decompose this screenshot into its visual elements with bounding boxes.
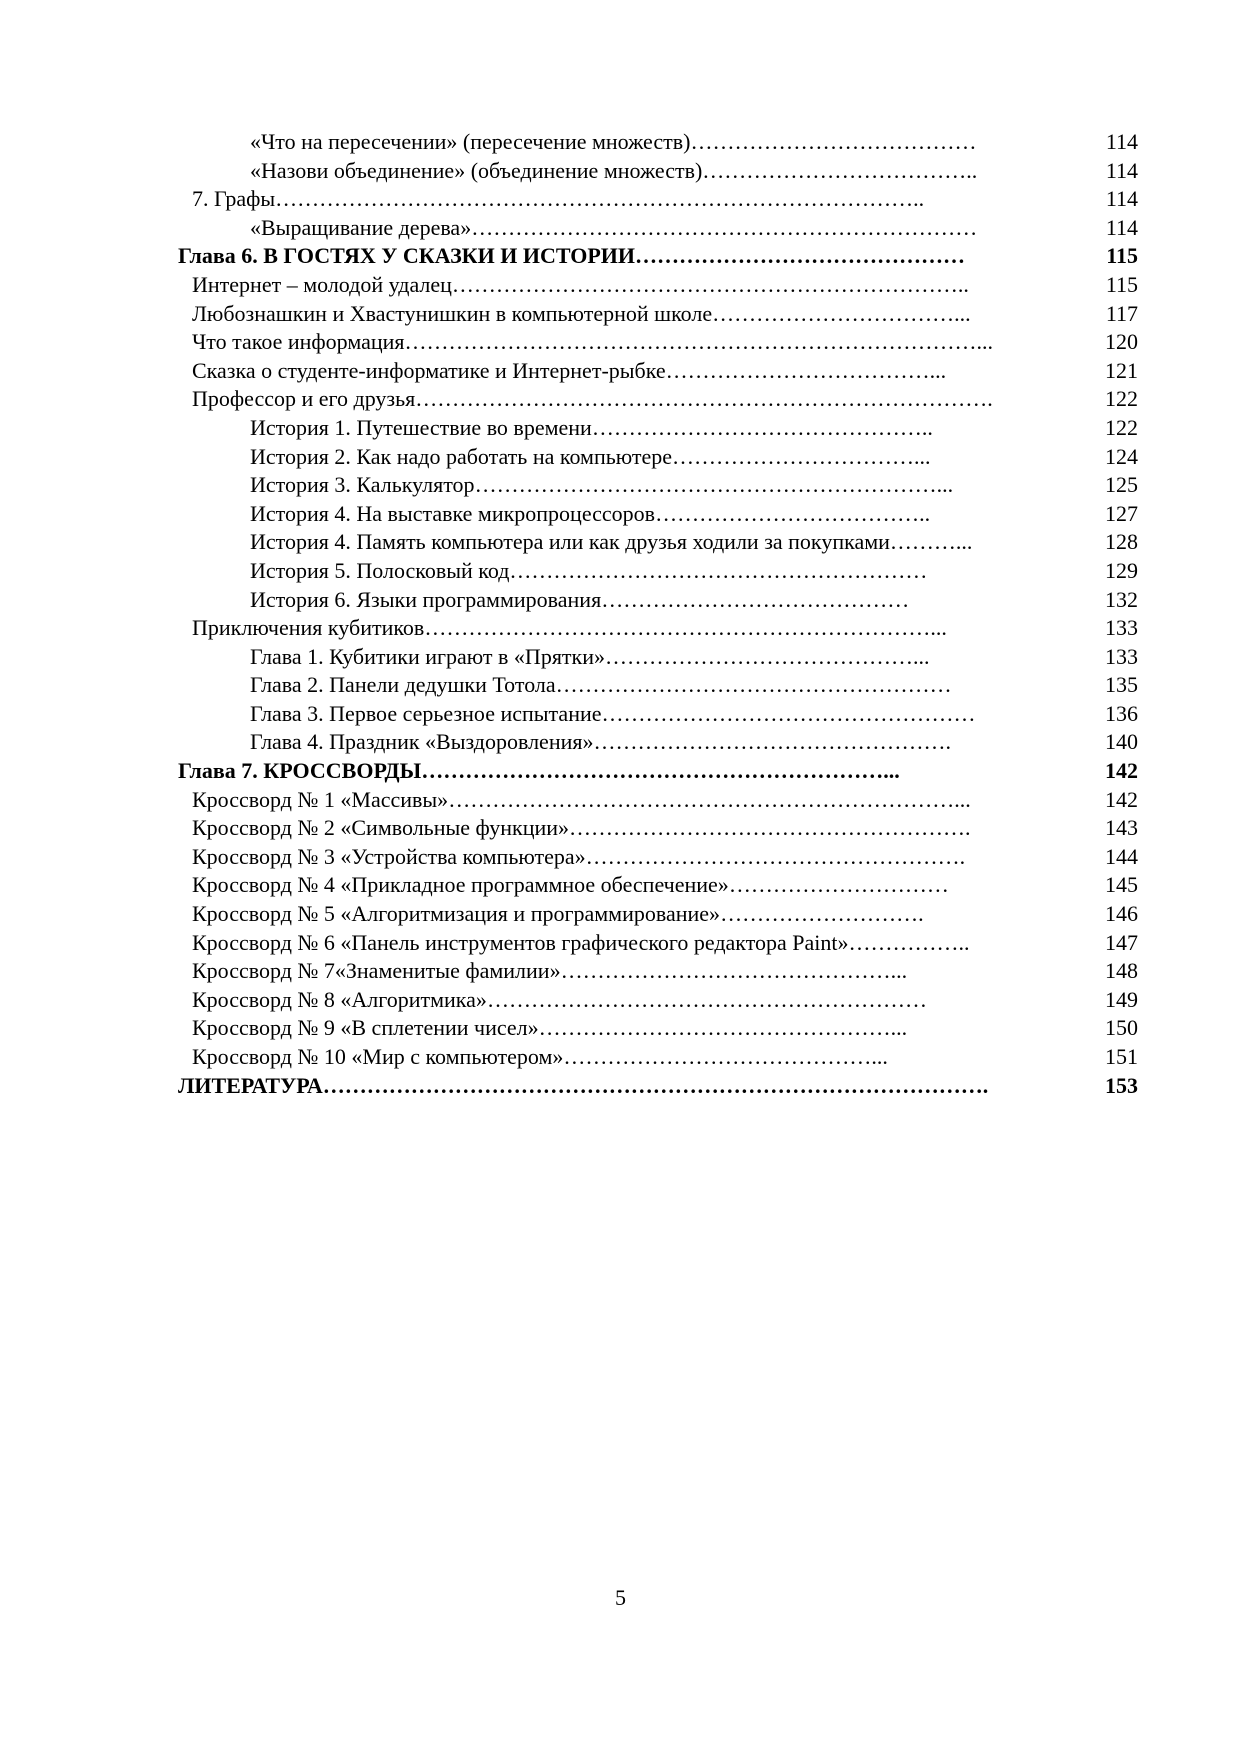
toc-page-number: 136 bbox=[1105, 700, 1138, 726]
toc-entry-title: История 5. Полосковый код bbox=[250, 557, 510, 583]
toc-entry-title: История 4. На выставке микропроцессоров bbox=[250, 500, 656, 526]
toc-page-number: 122 bbox=[1105, 386, 1138, 412]
toc-entry bbox=[178, 271, 1138, 300]
toc-entry-title: Кроссворд № 9 «В сплетении чисел» bbox=[192, 1015, 539, 1041]
toc-entry-title: 7. Графы bbox=[192, 186, 276, 212]
toc-page-number: 147 bbox=[1105, 929, 1138, 955]
toc-entry-text bbox=[250, 671, 1078, 700]
toc-entry-title: Сказка о студенте-информатике и Интернет-рыбке bbox=[192, 357, 666, 383]
toc-entry-title: Кроссворд № 7«Знаменитые фамилии» bbox=[192, 958, 561, 984]
toc-page-number: 121 bbox=[1105, 357, 1138, 383]
toc-entry bbox=[178, 1072, 1138, 1101]
toc-entry-title: Кроссворд № 5 «Алгоритмизация и программирование» bbox=[192, 901, 721, 927]
toc-page-number: 117 bbox=[1105, 300, 1138, 326]
toc-leader-dots: ……………………………………… bbox=[635, 243, 966, 269]
toc-entry-title: Кроссворд № 10 «Мир с компьютером» bbox=[192, 1044, 564, 1069]
toc-entry-title: Интернет – молодой удалец bbox=[192, 271, 452, 297]
toc-entry bbox=[178, 986, 1138, 1015]
toc-leader-dots: ……………………………………………………………………. bbox=[415, 386, 993, 412]
toc-entry-text bbox=[192, 1014, 1078, 1043]
toc-entry-text bbox=[250, 214, 1078, 243]
toc-entry-title: Глава 1. Кубитики играют в «Прятки» bbox=[250, 643, 606, 669]
toc-entry-text bbox=[192, 900, 1078, 929]
toc-entry bbox=[178, 957, 1138, 986]
toc-entry-text bbox=[250, 728, 1078, 757]
toc-leader-dots: ………………………………………... bbox=[560, 958, 908, 984]
toc-entry-title: Кроссворд № 6 «Панель инструментов графического редактора Paint» bbox=[192, 929, 849, 955]
toc-entry bbox=[178, 471, 1138, 500]
toc-entry-title: История 3. Калькулятор bbox=[250, 472, 475, 498]
toc-leader-dots: ……………………………………... bbox=[563, 1044, 888, 1069]
toc-leader-dots: …………………………………………………………………………….. bbox=[275, 186, 925, 212]
toc-entry-text bbox=[192, 814, 1078, 843]
toc-entry bbox=[178, 300, 1138, 329]
toc-leader-dots: ………………………………… bbox=[690, 129, 977, 154]
toc-entry bbox=[178, 414, 1138, 443]
toc-entry-title: Любознашкин и Хвастунишкин в компьютерной школе bbox=[192, 300, 713, 326]
toc-leader-dots: ……………………………….. bbox=[655, 500, 931, 526]
toc-entry bbox=[178, 786, 1138, 815]
toc-page-number: 150 bbox=[1105, 1015, 1138, 1041]
toc-entry-text bbox=[250, 500, 1078, 529]
toc-entry bbox=[178, 643, 1138, 672]
toc-leader-dots: ……………………………….. bbox=[702, 157, 978, 183]
toc-page-number: 115 bbox=[1105, 271, 1138, 297]
toc-entry bbox=[178, 614, 1138, 643]
toc-entry-text bbox=[192, 786, 1078, 815]
toc-leader-dots: ………... bbox=[889, 529, 973, 555]
toc-entry-title: Глава 2. Панели дедушки Тотола bbox=[250, 672, 556, 698]
toc-page-number: 144 bbox=[1105, 843, 1138, 869]
toc-entry-text bbox=[178, 757, 1078, 786]
toc-page-number: 129 bbox=[1105, 557, 1138, 583]
toc-page-number: 142 bbox=[1105, 786, 1138, 812]
toc-entry-text bbox=[192, 614, 1078, 643]
toc-page-number: 133 bbox=[1105, 643, 1138, 669]
toc-leader-dots: ……………………………... bbox=[672, 443, 931, 469]
toc-leader-dots: ………………………… bbox=[728, 872, 949, 898]
toc-entry-title: Профессор и его друзья bbox=[192, 386, 416, 412]
toc-page-number: 114 bbox=[1105, 214, 1138, 240]
toc-entry-text bbox=[192, 385, 1078, 414]
toc-leader-dots: …………….. bbox=[848, 929, 970, 955]
toc-entry bbox=[178, 728, 1138, 757]
toc-page-number: 148 bbox=[1105, 958, 1138, 984]
toc-entry bbox=[178, 128, 1138, 157]
toc-entry-text bbox=[192, 300, 1078, 329]
toc-entry bbox=[178, 557, 1138, 586]
toc-leader-dots: …………………………………… bbox=[601, 586, 910, 612]
toc-page-number: 120 bbox=[1105, 329, 1138, 355]
toc-entry bbox=[178, 357, 1138, 386]
toc-entry bbox=[178, 871, 1138, 900]
toc-leader-dots: …………………………………………………………… bbox=[471, 214, 978, 240]
toc-entry bbox=[178, 671, 1138, 700]
toc-page-number: 125 bbox=[1105, 472, 1138, 498]
toc-entry-title: История 1. Путешествие во времени bbox=[250, 414, 592, 440]
toc-entry-title: История 6. Языки программирования bbox=[250, 586, 602, 612]
toc-entry bbox=[178, 900, 1138, 929]
toc-entry-title: Кроссворд № 8 «Алгоритмика» bbox=[192, 986, 487, 1012]
toc-entry-title: «Выращивание дерева» bbox=[250, 214, 472, 240]
toc-entry bbox=[178, 1043, 1138, 1072]
toc-leader-dots: ……………………………………………………………... bbox=[424, 615, 947, 641]
toc-entry-text bbox=[192, 185, 1078, 214]
toc-leader-dots: ………………………………………………………... bbox=[421, 758, 900, 784]
toc-leader-dots: ……………………………………………. bbox=[585, 843, 966, 869]
toc-leader-dots: …………………………………………... bbox=[538, 1015, 908, 1041]
toc-entry-title: Что такое информация bbox=[192, 329, 405, 355]
toc-entry-text bbox=[250, 128, 1078, 157]
toc-entry-text bbox=[192, 843, 1078, 872]
toc-entry-text bbox=[178, 1072, 1078, 1101]
toc-page-number: 132 bbox=[1105, 586, 1138, 612]
toc-entry-title: Глава 3. Первое серьезное испытание bbox=[250, 700, 602, 726]
toc-entry-title: История 2. Как надо работать на компьютере bbox=[250, 443, 673, 469]
toc-entry-title: ЛИТЕРАТУРА bbox=[178, 1072, 323, 1098]
toc-entry-text bbox=[250, 157, 1078, 186]
toc-entry-text bbox=[250, 557, 1078, 586]
toc-leader-dots: …………………………………………. bbox=[593, 729, 951, 755]
toc-page-number: 115 bbox=[1106, 243, 1138, 269]
toc-entry-title: Глава 4. Праздник «Выздоровления» bbox=[250, 729, 594, 755]
toc-entry bbox=[178, 528, 1138, 557]
toc-page-number: 151 bbox=[1105, 1044, 1138, 1069]
toc-entry-text bbox=[250, 700, 1078, 729]
toc-entry-text bbox=[192, 328, 1078, 357]
toc-leader-dots: ………………………………... bbox=[665, 357, 947, 383]
toc-entry-text bbox=[250, 471, 1078, 500]
toc-entry bbox=[178, 157, 1138, 186]
toc-entry-text bbox=[250, 586, 1078, 615]
toc-leader-dots: ……………………………………………………………………... bbox=[404, 329, 994, 355]
toc-entry-text bbox=[192, 871, 1078, 900]
toc-entry bbox=[178, 814, 1138, 843]
toc-page-number: 114 bbox=[1105, 157, 1138, 183]
toc-leader-dots: ……………………………………... bbox=[605, 643, 930, 669]
toc-entry bbox=[178, 328, 1138, 357]
toc-entry-title: Глава 7. КРОССВОРДЫ bbox=[178, 758, 422, 784]
toc-entry-title: «Назови объединение» (объединение множеств) bbox=[250, 157, 703, 183]
toc-leader-dots: ………………………………………………… bbox=[509, 557, 928, 583]
toc-entry-text bbox=[250, 643, 1078, 672]
toc-entry bbox=[178, 242, 1138, 271]
toc-page-number: 143 bbox=[1105, 815, 1138, 841]
toc-entry-title: Глава 6. В ГОСТЯХ У СКАЗКИ И ИСТОРИИ bbox=[178, 243, 636, 269]
toc-entry-text bbox=[192, 986, 1078, 1015]
toc-entry-text bbox=[250, 443, 1078, 472]
toc-entry-title: Кроссворд № 2 «Символьные функции» bbox=[192, 815, 570, 841]
toc-entry bbox=[178, 586, 1138, 615]
toc-leader-dots: ……………………………………….. bbox=[591, 414, 933, 440]
toc-entry bbox=[178, 700, 1138, 729]
toc-entry bbox=[178, 1014, 1138, 1043]
toc-entry bbox=[178, 185, 1138, 214]
toc-leader-dots: ………………………………………………………………………………. bbox=[322, 1072, 989, 1098]
toc-entry-text bbox=[192, 271, 1078, 300]
toc-page-number: 140 bbox=[1105, 729, 1138, 755]
toc-leader-dots: …………………………………………… bbox=[601, 700, 976, 726]
toc-entry bbox=[178, 385, 1138, 414]
toc-entry-title: «Что на пересечении» (пересечение множеств) bbox=[250, 129, 691, 154]
toc-leader-dots: …………………………………………………………….. bbox=[451, 271, 969, 297]
toc-entry-text bbox=[192, 1043, 1078, 1072]
toc-page-number: 135 bbox=[1105, 672, 1138, 698]
toc-entry-title: Кроссворд № 4 «Прикладное программное обеспечение» bbox=[192, 872, 729, 898]
toc-leader-dots: ………………………………………………………... bbox=[474, 472, 954, 498]
toc-entry-title: Приключения кубитиков bbox=[192, 615, 425, 641]
toc-leader-dots: …………………………………………………… bbox=[486, 986, 927, 1012]
toc-entry-text bbox=[192, 957, 1078, 986]
table-of-contents bbox=[178, 128, 1138, 1100]
toc-page-number: 145 bbox=[1105, 872, 1138, 898]
toc-page-number: 146 bbox=[1105, 901, 1138, 927]
toc-page-number: 124 bbox=[1105, 443, 1138, 469]
toc-page-number: 114 bbox=[1105, 186, 1138, 212]
toc-entry-text bbox=[178, 242, 1078, 271]
toc-page-number: 128 bbox=[1105, 529, 1138, 555]
toc-page-number: 149 bbox=[1105, 986, 1138, 1012]
toc-page-number: 133 bbox=[1105, 615, 1138, 641]
toc-entry-text bbox=[192, 929, 1078, 958]
toc-page-number: 114 bbox=[1105, 129, 1138, 154]
toc-entry-title: История 4. Память компьютера или как друзья ходили за покупками bbox=[250, 529, 890, 555]
toc-page-number: 122 bbox=[1105, 414, 1138, 440]
toc-entry-title: Кроссворд № 1 «Массивы» bbox=[192, 786, 449, 812]
toc-entry-title: Кроссворд № 3 «Устройства компьютера» bbox=[192, 843, 586, 869]
toc-leader-dots: ……………………………………………… bbox=[555, 672, 952, 698]
toc-entry bbox=[178, 929, 1138, 958]
toc-leader-dots: ………………………………………………. bbox=[569, 815, 971, 841]
toc-entry bbox=[178, 757, 1138, 786]
toc-leader-dots: ……………………………………………………………... bbox=[448, 786, 971, 812]
toc-entry bbox=[178, 843, 1138, 872]
toc-entry bbox=[178, 500, 1138, 529]
toc-entry-text bbox=[250, 414, 1078, 443]
page-number: 5 bbox=[615, 1585, 626, 1610]
toc-page-number: 153 bbox=[1105, 1072, 1138, 1098]
toc-leader-dots: ………………………. bbox=[720, 901, 924, 927]
toc-entry bbox=[178, 214, 1138, 243]
toc-page-number: 142 bbox=[1105, 758, 1138, 784]
toc-entry-text bbox=[250, 528, 1078, 557]
toc-entry bbox=[178, 443, 1138, 472]
toc-entry-text bbox=[192, 357, 1078, 386]
toc-page-number: 127 bbox=[1105, 500, 1138, 526]
toc-leader-dots: ……………………………... bbox=[712, 300, 971, 326]
